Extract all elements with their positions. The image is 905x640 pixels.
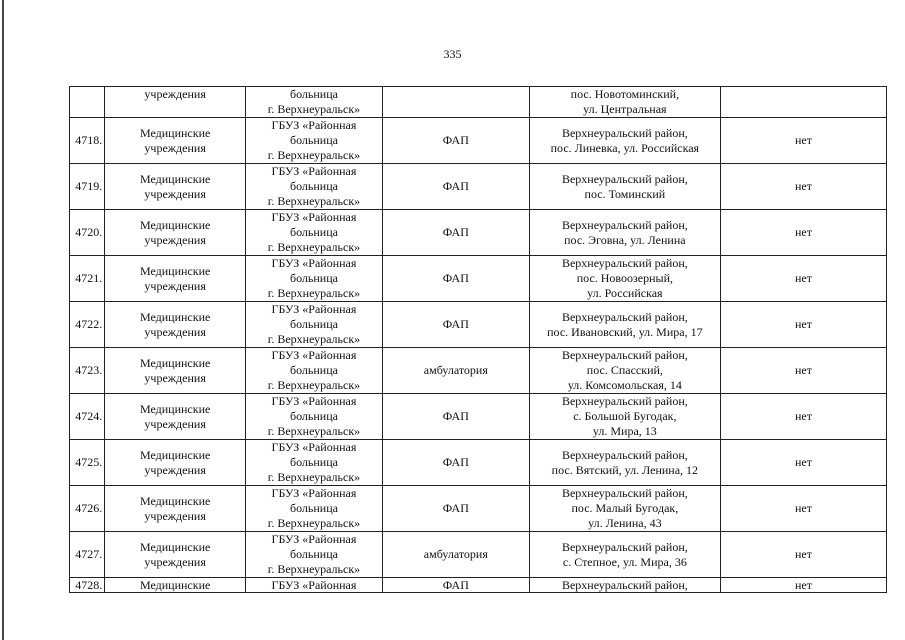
cell-line: учреждения xyxy=(144,87,206,101)
cell-address xyxy=(529,87,720,118)
cell-line: пос. Малый Бугодак, xyxy=(571,501,679,515)
cell-institution-type: Медицинские xyxy=(105,578,246,593)
cell-line: Медицинские xyxy=(139,401,211,416)
cell-line: ГБУЗ «Районная xyxy=(271,532,357,546)
cell-line: Верхнеуральский район, xyxy=(561,447,688,462)
cell-facility-kind: ФАП xyxy=(382,394,529,440)
cell-line: г. Верхнеуральск» xyxy=(267,332,361,346)
registry-table-body xyxy=(70,87,887,593)
cell-line: больница xyxy=(289,179,338,193)
cell-organization xyxy=(246,302,383,348)
cell-facility-kind: амбулатория xyxy=(382,348,529,394)
table-row-cut xyxy=(70,578,887,593)
table-row-continuation xyxy=(70,87,887,118)
cell-line: ул. Мира, 13 xyxy=(592,424,657,438)
cell-address xyxy=(529,532,720,578)
cell-line: Верхнеуральский район, xyxy=(561,217,688,232)
cell-address xyxy=(529,394,720,440)
cell-address xyxy=(529,164,720,210)
cell-organization xyxy=(246,256,383,302)
page-edge xyxy=(2,0,4,640)
table-row xyxy=(70,210,887,256)
cell-line: ГБУЗ «Районная xyxy=(271,440,357,454)
table-row xyxy=(70,532,887,578)
cell-facility-kind: ФАП xyxy=(382,302,529,348)
cell-note: нет xyxy=(720,440,886,486)
cell-facility-kind: ФАП xyxy=(382,118,529,164)
cell-number: 4727. xyxy=(70,532,105,578)
cell-line: больница xyxy=(289,317,338,331)
cell-line: ГБУЗ «Районная xyxy=(271,302,357,316)
cell-line: больница xyxy=(289,501,338,515)
cell-line: больница xyxy=(289,455,338,469)
cell-line: Верхнеуральский район, xyxy=(561,125,688,140)
cell-line: Верхнеуральский район, xyxy=(561,309,688,324)
cell-line: пос. Новотоминский, xyxy=(570,87,680,101)
cell-address xyxy=(529,440,720,486)
cell-address xyxy=(529,256,720,302)
cell-note: нет xyxy=(720,486,886,532)
cell-line: Верхнеуральский район, xyxy=(561,539,688,554)
cell-line: учреждения xyxy=(144,554,206,569)
cell-line: Верхнеуральский район, xyxy=(561,394,688,408)
cell-line: ГБУЗ «Районная xyxy=(271,394,357,408)
cell-line: учреждения xyxy=(144,370,206,385)
cell-line: г. Верхнеуральск» xyxy=(267,562,361,576)
cell-note: нет xyxy=(720,118,886,164)
cell-organization xyxy=(246,164,383,210)
cell-line: учреждения xyxy=(144,416,206,431)
cell-organization xyxy=(246,87,383,118)
table-row xyxy=(70,256,887,302)
cell-line: Медицинские xyxy=(139,309,211,324)
page-number: 335 xyxy=(443,47,462,61)
cell-institution-type xyxy=(105,302,246,348)
cell-facility-kind xyxy=(382,87,529,118)
cell-organization xyxy=(246,210,383,256)
cell-facility-kind: ФАП xyxy=(382,486,529,532)
cell-line: учреждения xyxy=(144,324,206,339)
cell-line: г. Верхнеуральск» xyxy=(267,148,361,162)
table-row xyxy=(70,486,887,532)
cell-line: Верхнеуральский район, xyxy=(561,486,688,500)
cell-line: больница xyxy=(289,133,338,147)
cell-note xyxy=(720,87,886,118)
cell-line: пос. Спасский, xyxy=(586,363,663,377)
cell-number: 4726. xyxy=(70,486,105,532)
cell-line: больница xyxy=(289,547,338,561)
cell-address: Верхнеуральский район, xyxy=(529,578,720,593)
cell-line: ГБУЗ «Районная xyxy=(271,210,357,224)
cell-institution-type xyxy=(105,118,246,164)
cell-line: г. Верхнеуральск» xyxy=(267,286,361,300)
cell-number: 4728. xyxy=(70,578,105,593)
cell-institution-type xyxy=(105,486,246,532)
cell-line: ГБУЗ «Районная xyxy=(271,256,357,270)
cell-line: ул. Российская xyxy=(587,286,663,300)
cell-line: г. Верхнеуральск» xyxy=(267,516,361,530)
cell-address xyxy=(529,210,720,256)
cell-note: нет xyxy=(720,256,886,302)
cell-number xyxy=(70,87,105,118)
cell-line: г. Верхнеуральск» xyxy=(267,102,361,116)
cell-line: Медицинские xyxy=(139,125,211,140)
cell-line: пос. Вятский, ул. Ленина, 12 xyxy=(551,462,699,477)
table-row xyxy=(70,394,887,440)
cell-line: г. Верхнеуральск» xyxy=(267,194,361,208)
cell-line: Медицинские xyxy=(139,171,211,186)
cell-address xyxy=(529,348,720,394)
cell-line: Медицинские xyxy=(139,263,211,278)
cell-note: нет xyxy=(720,532,886,578)
cell-line: Медицинские xyxy=(139,493,211,508)
cell-address xyxy=(529,302,720,348)
cell-line: с. Большой Бугодак, xyxy=(573,409,677,423)
cell-line: пос. Эговна, ул. Ленина xyxy=(564,232,686,247)
cell-line: пос. Линевка, ул. Российская xyxy=(550,140,700,155)
cell-institution-type xyxy=(105,440,246,486)
cell-organization xyxy=(246,440,383,486)
cell-line: учреждения xyxy=(144,462,206,477)
cell-number: 4718. xyxy=(70,118,105,164)
cell-address xyxy=(529,118,720,164)
cell-note: нет xyxy=(720,578,886,593)
cell-line: больница xyxy=(289,363,338,377)
cell-number: 4719. xyxy=(70,164,105,210)
cell-organization xyxy=(246,394,383,440)
cell-line: Медицинские xyxy=(139,447,211,462)
cell-line: больница xyxy=(289,225,338,239)
cell-number: 4722. xyxy=(70,302,105,348)
cell-line: учреждения xyxy=(144,186,206,201)
cell-line: учреждения xyxy=(144,140,206,155)
cell-number: 4724. xyxy=(70,394,105,440)
cell-line: больница xyxy=(289,409,338,423)
cell-institution-type xyxy=(105,87,246,118)
cell-facility-kind: амбулатория xyxy=(382,532,529,578)
cell-line: ГБУЗ «Районная xyxy=(271,164,357,178)
cell-note: нет xyxy=(720,210,886,256)
cell-line: ГБУЗ «Районная xyxy=(271,348,357,362)
cell-line: г. Верхнеуральск» xyxy=(267,240,361,254)
cell-line: с. Степное, ул. Мира, 36 xyxy=(562,554,687,569)
cell-organization: ГБУЗ «Районная xyxy=(246,578,383,593)
cell-line: учреждения xyxy=(144,232,206,247)
cell-line: ул. Ленина, 43 xyxy=(588,516,662,530)
cell-line: г. Верхнеуральск» xyxy=(267,470,361,484)
cell-institution-type xyxy=(105,210,246,256)
cell-line: пос. Томинский xyxy=(584,186,666,201)
cell-facility-kind: ФАП xyxy=(382,256,529,302)
cell-line: больница xyxy=(289,271,338,285)
cell-line: Медицинские xyxy=(139,539,211,554)
table-row xyxy=(70,302,887,348)
cell-line: учреждения xyxy=(144,508,206,523)
cell-number: 4720. xyxy=(70,210,105,256)
cell-line: учреждения xyxy=(144,278,206,293)
cell-facility-kind: ФАП xyxy=(382,578,529,593)
registry-table xyxy=(69,86,887,593)
cell-organization xyxy=(246,486,383,532)
cell-line: больница xyxy=(289,87,338,101)
cell-institution-type xyxy=(105,164,246,210)
table-row xyxy=(70,164,887,210)
cell-institution-type xyxy=(105,394,246,440)
cell-facility-kind: ФАП xyxy=(382,164,529,210)
cell-organization xyxy=(246,118,383,164)
cell-institution-type xyxy=(105,532,246,578)
cell-line: Верхнеуральский район, xyxy=(561,348,688,362)
cell-line: Верхнеуральский район, xyxy=(561,171,688,186)
cell-institution-type xyxy=(105,256,246,302)
cell-line: пос. Ивановский, ул. Мира, 17 xyxy=(547,324,703,339)
cell-line: ГБУЗ «Районная xyxy=(271,486,357,500)
cell-note: нет xyxy=(720,394,886,440)
cell-line: Медицинские xyxy=(139,217,211,232)
cell-line: ул. Комсомольская, 14 xyxy=(567,378,682,392)
cell-organization xyxy=(246,532,383,578)
cell-institution-type xyxy=(105,348,246,394)
cell-address xyxy=(529,486,720,532)
table-row xyxy=(70,348,887,394)
cell-line: Верхнеуральский район, xyxy=(561,256,688,270)
cell-facility-kind: ФАП xyxy=(382,440,529,486)
cell-number: 4721. xyxy=(70,256,105,302)
cell-line: Медицинские xyxy=(139,355,211,370)
cell-facility-kind: ФАП xyxy=(382,210,529,256)
cell-line: ГБУЗ «Районная xyxy=(271,118,357,132)
cell-line: пос. Новоозерный, xyxy=(576,271,673,285)
cell-number: 4723. xyxy=(70,348,105,394)
cell-organization xyxy=(246,348,383,394)
cell-line: г. Верхнеуральск» xyxy=(267,378,361,392)
table-row xyxy=(70,118,887,164)
cell-line: г. Верхнеуральск» xyxy=(267,424,361,438)
table-row xyxy=(70,440,887,486)
cell-note: нет xyxy=(720,348,886,394)
cell-note: нет xyxy=(720,302,886,348)
cell-note: нет xyxy=(720,164,886,210)
cell-line: ул. Центральная xyxy=(583,102,667,116)
cell-number: 4725. xyxy=(70,440,105,486)
